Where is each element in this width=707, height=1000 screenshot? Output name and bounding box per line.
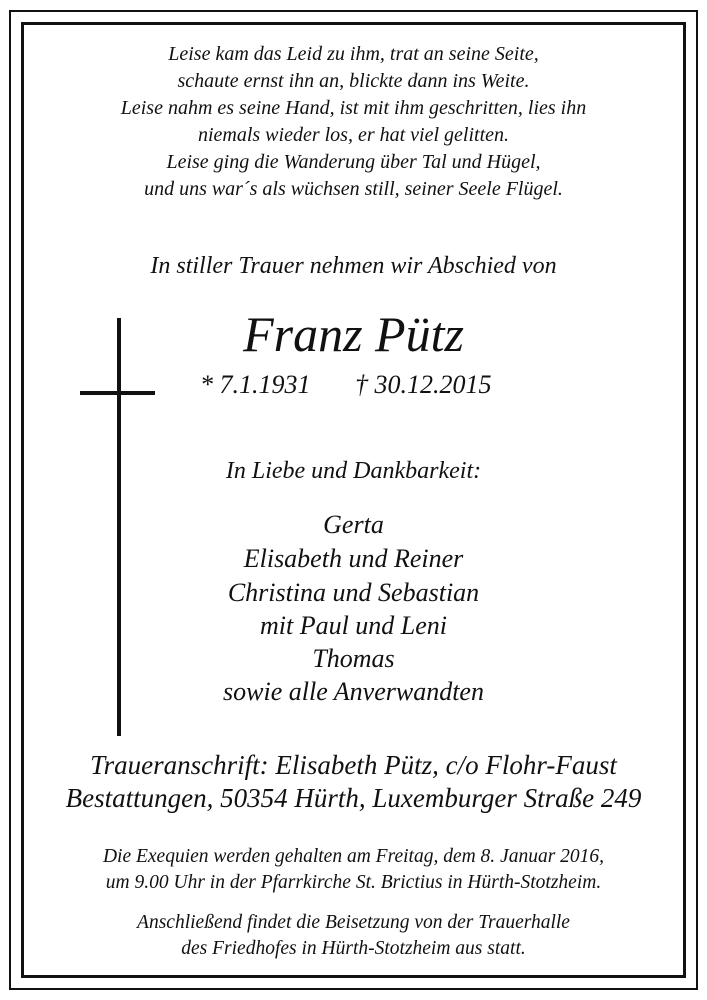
address-line: Traueranschrift: Elisabeth Pütz, c/o Flohr-Faust [90,750,617,780]
family-member: Thomas [312,644,395,673]
birth-date: * 7.1.1931 [200,370,311,399]
poem-line: Leise kam das Leid zu ihm, trat an seine Seite, [168,43,539,65]
service-line: um 9.00 Uhr in der Pfarrkirche St. Brictius in Hürth-Stotzheim. [105,872,602,893]
poem-line: Leise ging die Wanderung über Tal und Hügel, [166,151,541,173]
poem-line: niemals wieder los, er hat viel gelitten. [197,124,510,146]
poem-line: schaute ernst ihn an, blickte dann ins Weite. [177,70,530,92]
family-member: Christina und Sebastian [227,578,480,607]
family-member: sowie alle Anverwandten [223,677,484,706]
intro-text: In stiller Trauer nehmen wir Abschied von [150,253,557,279]
dedication-text: In Liebe und Dankbarkeit: [225,458,482,484]
burial-line: Anschließend findet die Beisetzung von der Trauerhalle [137,912,570,933]
family-member: Elisabeth und Reiner [243,544,464,573]
address-line: Bestattungen, 50354 Hürth, Luxemburger Straße 249 [65,783,642,813]
death-date: † 30.12.2015 [355,370,492,399]
poem-line: und uns war´s als wüchsen still, seiner Seele Flügel. [144,178,563,200]
cross-icon-bar [80,391,155,395]
deceased-name: Franz Pütz [243,306,464,362]
family-member: Gerta [323,510,384,539]
family-member: mit Paul und Leni [259,611,448,640]
poem-line: Leise nahm es seine Hand, ist mit ihm geschritten, lies ihn [120,97,587,119]
burial-line: des Friedhofes in Hürth-Stotzheim aus statt. [181,938,526,959]
service-line: Die Exequien werden gehalten am Freitag, dem 8. Januar 2016, [102,846,605,867]
